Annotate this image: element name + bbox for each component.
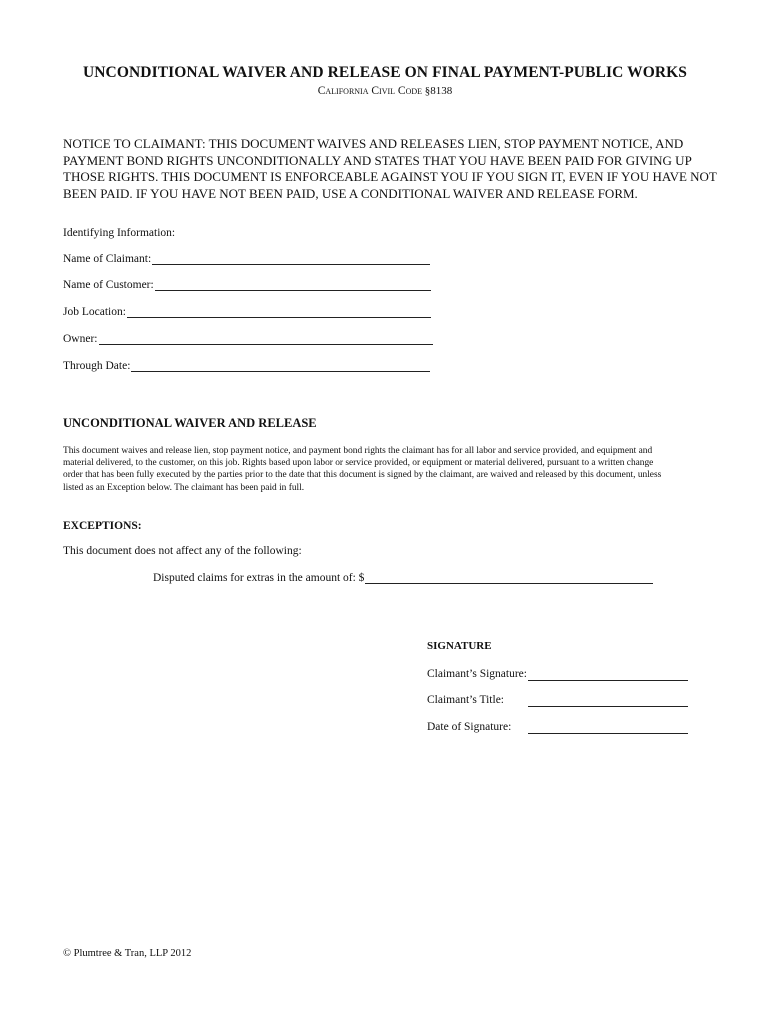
field-label: Claimant’s Title: xyxy=(427,694,505,706)
civil-code-reference xyxy=(0,85,770,97)
claimant-name-input[interactable] xyxy=(152,253,430,265)
waiver-body xyxy=(63,445,723,494)
waiver-line: listed as an Exception below. The claimant has been paid in full. xyxy=(63,482,305,493)
claimant-title-field xyxy=(427,694,689,706)
field-label: Claimant’s Signature: xyxy=(427,668,527,680)
through-date-input[interactable] xyxy=(131,360,430,372)
disputed-claims-amount-input[interactable] xyxy=(365,572,653,584)
field-label: Job Location: xyxy=(63,306,126,318)
waiver-line: This document waives and release lien, stop payment notice, and payment bond rights the claimant has for all labor and service provided, and equipment and xyxy=(63,446,653,456)
copyright-footer: © Plumtree & Tran, LLP 2012 xyxy=(63,948,192,959)
code-section: §8138 xyxy=(424,85,453,97)
claimant-name-field xyxy=(63,253,430,265)
notice-line: BEEN PAID. IF YOU HAVE NOT BEEN PAID, USE A CONDITIONAL WAIVER AND RELEASE FORM. xyxy=(63,185,638,201)
document-title: UNCONDITIONAL WAIVER AND RELEASE ON FINAL PAYMENT-PUBLIC WORKS xyxy=(82,64,688,81)
claimant-signature-input[interactable] xyxy=(528,680,688,681)
field-label: Through Date: xyxy=(63,360,131,372)
notice-line: PAYMENT BOND RIGHTS UNCONDITIONALLY AND STATES THAT YOU HAVE BEEN PAID FOR GIVING UP xyxy=(63,152,692,168)
job-location-input[interactable] xyxy=(127,306,431,318)
notice-line: THOSE RIGHTS. THIS DOCUMENT IS ENFORCEABLE AGAINST YOU IF YOU SIGN IT, EVEN IF YOU HAVE NOT xyxy=(63,169,717,184)
identifying-information-heading: Identifying Information: xyxy=(63,227,176,239)
field-label: Name of Claimant: xyxy=(63,253,152,265)
through-date-field xyxy=(63,360,430,372)
date-of-signature-input[interactable] xyxy=(528,733,688,734)
exceptions-heading: EXCEPTIONS: xyxy=(63,520,142,532)
waiver-line: order that has been fully executed by the parties prior to the date that this document is signed by the claimant, are waived and released by this document, unless xyxy=(63,470,662,481)
owner-field xyxy=(63,333,433,345)
waiver-line: material delivered, to the customer, on this job. Rights based upon labor or service provided, or equipment or material delivered, pursuant to a written change xyxy=(63,458,654,469)
customer-name-field xyxy=(63,279,431,291)
field-label: Date of Signature: xyxy=(427,721,512,733)
claimant-signature-field xyxy=(427,668,689,680)
signature-heading: SIGNATURE xyxy=(427,640,492,652)
notice-line: NOTICE TO CLAIMANT: THIS DOCUMENT WAIVES AND RELEASES LIEN, STOP PAYMENT NOTICE, AND xyxy=(63,136,684,151)
field-label: Owner: xyxy=(63,333,98,345)
disputed-claims-field xyxy=(153,572,653,584)
waiver-heading: UNCONDITIONAL WAIVER AND RELEASE xyxy=(63,416,317,430)
job-location-field xyxy=(63,306,431,318)
code-label: California Civil Code xyxy=(317,85,423,97)
owner-input[interactable] xyxy=(99,333,433,345)
claimant-title-input[interactable] xyxy=(528,706,688,707)
disputed-claims-label: Disputed claims for extras in the amount of: $ xyxy=(153,572,365,584)
notice-to-claimant xyxy=(63,136,717,202)
date-of-signature-field xyxy=(427,721,689,733)
field-label: Name of Customer: xyxy=(63,279,154,291)
exceptions-text: This document does not affect any of the following: xyxy=(63,545,302,557)
customer-name-input[interactable] xyxy=(155,279,431,291)
